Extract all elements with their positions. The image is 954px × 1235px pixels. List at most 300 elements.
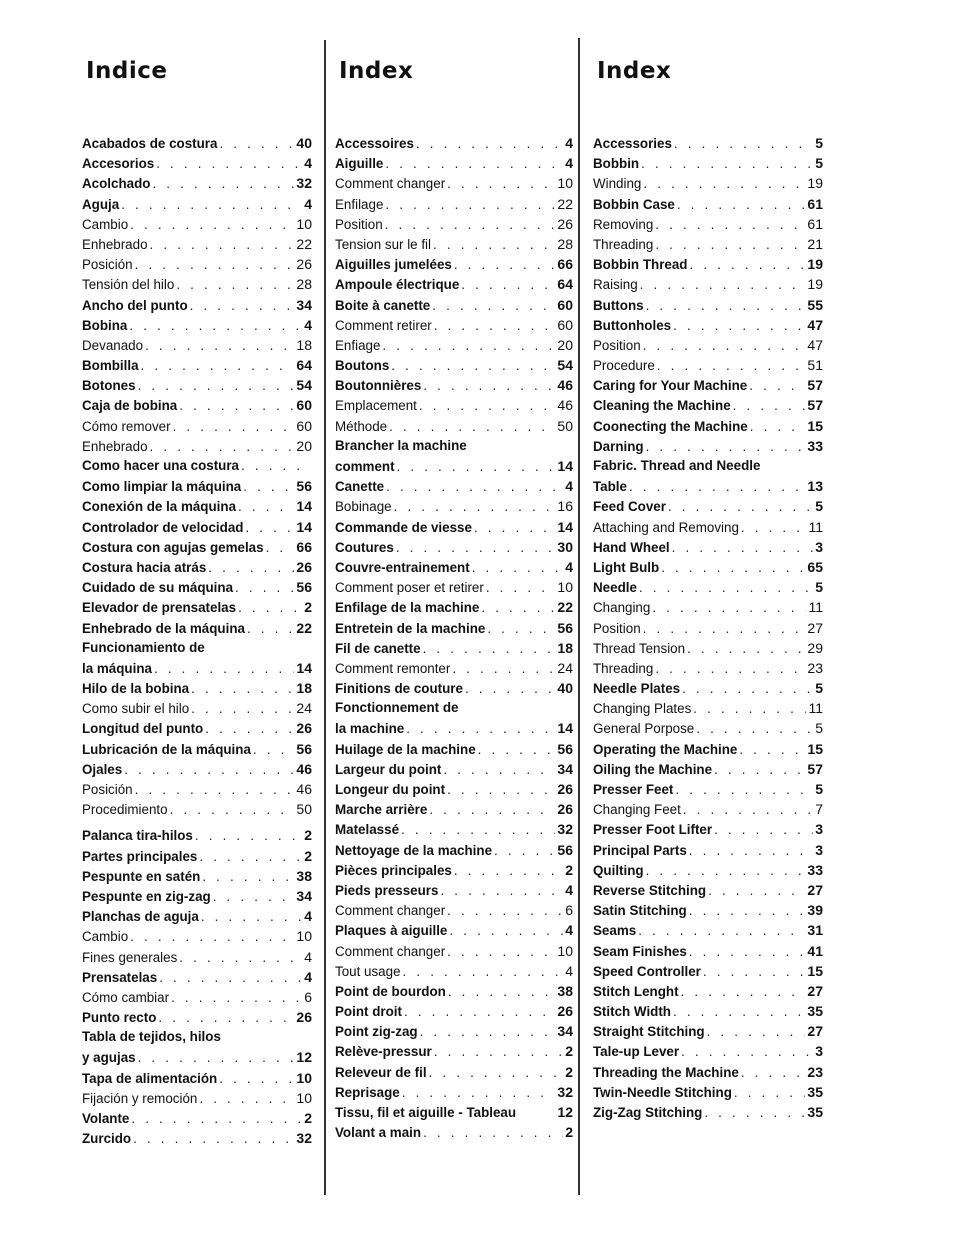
entry-label: Twin-Needle Stitching (593, 1084, 732, 1100)
entry-label: Threading (593, 236, 654, 252)
leader-dots (682, 679, 813, 699)
leader-dots (629, 477, 805, 497)
entry-label: Cómo cambiar (82, 989, 170, 1005)
entry-label: Seam Finishes (593, 943, 687, 959)
entry-label: Fil de canette (335, 640, 421, 656)
entry-label: Prensatelas (82, 969, 158, 985)
entry-page-number: 46 (557, 397, 573, 414)
leader-dots (465, 679, 555, 699)
entry-label: Relève-pressur (335, 1044, 432, 1060)
entry-page-number: 14 (296, 498, 312, 515)
entry-page-number: 21 (807, 235, 823, 252)
index-entry (593, 920, 823, 940)
entry-label: Couvre-entrainement (335, 559, 470, 575)
leader-dots (474, 518, 555, 538)
leader-dots (420, 1022, 556, 1042)
entry-page-number: 47 (807, 316, 823, 333)
index-entry (82, 295, 312, 315)
leader-dots (655, 659, 805, 679)
entry-page-number: 4 (565, 478, 573, 495)
entry-label: Brancher la machine (335, 437, 467, 453)
entry-label: General Porpose (593, 721, 695, 737)
index-entry (82, 274, 312, 294)
leader-dots (646, 861, 806, 881)
entry-page-number: 2 (565, 861, 573, 878)
index-entry (593, 900, 823, 920)
entry-label: Position (335, 216, 383, 232)
entry-label: Position (593, 620, 641, 636)
index-entry (335, 234, 573, 254)
entry-label: Zig-Zag Stitching (593, 1105, 703, 1120)
entry-label: Buttonholes (593, 317, 672, 333)
entry-page-number: 19 (807, 175, 823, 192)
leader-dots (681, 982, 806, 1002)
leader-dots (689, 255, 805, 275)
entry-label: Enhebrado (82, 438, 148, 454)
entry-label: Volant a main (335, 1125, 422, 1141)
index-entry (82, 1088, 312, 1108)
entry-label: Bobbin Thread (593, 257, 688, 273)
entry-label: Procedure (593, 358, 655, 374)
entry-label: Fines generales (82, 949, 178, 965)
index-entry (593, 799, 823, 819)
entry-page-number: 32 (557, 1083, 573, 1100)
leader-dots (668, 497, 813, 517)
entry-page-number: 14 (557, 720, 573, 737)
leader-dots (386, 477, 563, 497)
index-entry (593, 1082, 823, 1102)
index-entry (335, 517, 573, 537)
index-entry (335, 416, 573, 436)
leader-dots (401, 820, 555, 840)
entry-label: Cambio (82, 216, 129, 232)
index-entry (593, 355, 823, 375)
entry-page-number: 4 (304, 968, 312, 985)
index-entry (335, 597, 573, 617)
index-column-spanish (82, 0, 312, 1235)
entry-label: Tissu, fil et aiguille - Tableau (335, 1105, 517, 1120)
leader-dots (138, 376, 295, 396)
index-entry (593, 335, 823, 355)
index-entry (335, 214, 573, 234)
index-entry (335, 981, 573, 1001)
entry-label: Fonctionnement de (335, 700, 459, 716)
leader-dots (683, 800, 813, 820)
entry-page-number: 14 (557, 518, 573, 535)
index-entry (335, 436, 573, 456)
entry-label: Ampoule électrique (335, 277, 460, 293)
entry-label: Fijación y remoción (82, 1090, 198, 1106)
leader-dots (673, 316, 805, 336)
entry-page-number: 6 (565, 902, 573, 919)
leader-dots (404, 1002, 555, 1022)
entry-label: Costura hacia atrás (82, 559, 207, 575)
entry-label: Zurcido (82, 1131, 132, 1147)
entry-page-number: 4 (565, 155, 573, 172)
entry-page-number: 19 (807, 256, 823, 273)
entry-label: Aiguille (335, 156, 384, 172)
index-entry (335, 1082, 573, 1102)
index-entry (593, 456, 823, 476)
entry-label: Acolchado (82, 176, 151, 192)
entry-page-number: 5 (815, 680, 823, 697)
index-entry (335, 1102, 573, 1122)
entry-page-number: 4 (304, 948, 312, 965)
index-entry (82, 718, 312, 738)
entry-label: Cambio (82, 929, 129, 945)
index-entry (335, 375, 573, 395)
index-entry (593, 1041, 823, 1061)
entry-page-number: 50 (557, 417, 573, 434)
entry-label: Buttons (593, 297, 644, 313)
index-entry (593, 274, 823, 294)
leader-dots (402, 1083, 556, 1103)
index-entry (335, 1122, 573, 1142)
entry-page-number: 10 (296, 215, 312, 232)
index-entry (82, 866, 312, 886)
entry-page-number: 34 (296, 296, 312, 313)
leader-dots (423, 639, 556, 659)
entry-label: Tout usage (335, 963, 401, 979)
entry-page-number: 28 (296, 276, 312, 293)
leader-dots (487, 619, 555, 639)
entry-label: Tensión del hilo (82, 277, 175, 293)
entry-page-number: 30 (557, 538, 573, 555)
index-entry (593, 941, 823, 961)
index-entry (82, 947, 312, 967)
entry-label: Comment retirer (335, 317, 432, 333)
leader-dots (687, 639, 805, 659)
leader-dots (708, 881, 805, 901)
index-entry (335, 577, 573, 597)
entry-page-number: 35 (807, 1083, 823, 1100)
entry-page-number: 26 (296, 558, 312, 575)
leader-dots (641, 154, 813, 174)
entry-page-number: 11 (808, 518, 823, 535)
leader-dots (447, 901, 563, 921)
index-entry (335, 941, 573, 961)
entry-label: Costura con agujas gemelas (82, 539, 264, 555)
index-entry (335, 698, 573, 718)
entry-label: Tension sur le fil (335, 236, 432, 252)
leader-dots (652, 598, 806, 618)
leader-dots (154, 659, 294, 679)
entry-label: Light Bulb (593, 559, 660, 575)
entry-label: Enhebrado de la máquina (82, 620, 245, 636)
index-entry (82, 153, 312, 173)
leader-dots (173, 417, 295, 437)
entry-page-number: 18 (296, 336, 312, 353)
leader-dots (150, 437, 295, 457)
leader-dots (657, 356, 806, 376)
index-entry (335, 759, 573, 779)
entry-page-number: 32 (296, 175, 312, 192)
index-entry (335, 860, 573, 880)
index-entry (593, 597, 823, 617)
entry-label: Seams (593, 923, 637, 939)
entry-label: y agujas (82, 1050, 136, 1066)
entry-label: Accesorios (82, 156, 155, 172)
column-title: Index (597, 58, 672, 84)
entry-label: Accessories (593, 136, 672, 151)
entry-page-number: 12 (296, 1049, 312, 1066)
index-entry (335, 557, 573, 577)
entry-label: Stitch Lenght (593, 983, 679, 999)
entry-label: Reverse Stitching (593, 882, 707, 898)
entry-label: Removing (593, 216, 654, 232)
leader-dots (707, 1022, 806, 1042)
entry-page-number: 24 (557, 659, 573, 676)
entry-label: Enfilage de la machine (335, 600, 480, 616)
entry-page-number: 60 (296, 417, 312, 434)
entry-label: Stitch Width (593, 1004, 671, 1020)
entry-label: Boutonnières (335, 378, 422, 394)
entry-page-number: 34 (557, 1023, 573, 1040)
leader-dots (213, 887, 295, 907)
leader-dots (672, 538, 814, 558)
leader-dots (677, 195, 806, 215)
leader-dots (704, 1103, 805, 1123)
entry-page-number: 60 (296, 397, 312, 414)
entry-page-number: 2 (304, 827, 312, 844)
leader-dots (639, 578, 813, 598)
index-entry (335, 1062, 573, 1082)
entry-label: Hand Wheel (593, 539, 670, 555)
index-entry (593, 1102, 823, 1122)
leader-dots (238, 598, 302, 618)
leader-dots (749, 376, 805, 396)
entry-label: Threading the Machine (593, 1064, 739, 1080)
entry-page-number: 26 (557, 781, 573, 797)
entry-page-number: 27 (807, 881, 823, 898)
index-entry (593, 759, 823, 779)
entry-page-number: 5 (815, 498, 823, 515)
index-entry (593, 295, 823, 315)
index-entry (335, 1041, 573, 1061)
entry-page-number: 5 (815, 720, 823, 737)
entry-label: Coonecting the Machine (593, 418, 748, 434)
leader-dots (243, 477, 294, 497)
entry-page-number: 34 (557, 760, 573, 777)
index-entry (335, 274, 573, 294)
leader-dots (159, 968, 302, 988)
entry-page-number: 56 (296, 478, 312, 495)
leader-dots (179, 396, 294, 416)
leader-dots (266, 538, 295, 558)
leader-dots (448, 982, 556, 1002)
leader-dots (440, 881, 563, 901)
index-entry (82, 133, 312, 153)
entry-page-number: 57 (807, 377, 823, 394)
leader-dots (199, 847, 302, 867)
index-entry (82, 759, 312, 779)
index-entry (335, 880, 573, 900)
entry-label: Attaching and Removing (593, 519, 739, 535)
leader-dots (129, 316, 302, 336)
leader-dots (452, 659, 555, 679)
leader-dots (739, 740, 805, 760)
index-entry (82, 1108, 312, 1128)
leader-dots (385, 215, 556, 235)
entry-page-number: 24 (296, 700, 312, 717)
entry-page-number: 3 (815, 841, 823, 858)
index-column-english (593, 0, 823, 1235)
entry-page-number: 5 (815, 155, 823, 172)
entry-page-number: 40 (557, 680, 573, 697)
entry-page-number: 41 (807, 942, 823, 959)
index-entry (82, 214, 312, 234)
entry-page-number: 33 (807, 861, 823, 878)
entry-label: Conexión de la máquina (82, 499, 237, 515)
index-entry (593, 133, 823, 153)
entry-page-number: 4 (565, 558, 573, 575)
index-entry (335, 537, 573, 557)
index-entry (82, 678, 312, 698)
leader-dots (434, 1042, 563, 1062)
entry-page-number: 10 (557, 942, 573, 959)
entry-page-number: 57 (807, 397, 823, 414)
entry-label: Pespunte en zig-zag (82, 888, 211, 904)
index-entry (82, 476, 312, 496)
entry-page-number: 3 (815, 538, 823, 555)
leader-dots (673, 1002, 805, 1022)
index-entry (593, 860, 823, 880)
leader-dots (235, 578, 294, 598)
entry-label: Méthode (335, 418, 388, 434)
entry-label: Accessoires (335, 136, 414, 151)
leader-dots (135, 255, 295, 275)
index-entry (335, 254, 573, 274)
index-entry (593, 678, 823, 698)
entry-page-number: 14 (296, 659, 312, 676)
leader-dots (481, 598, 555, 618)
leader-dots (494, 841, 555, 861)
index-entry (82, 1007, 312, 1027)
entry-page-number: 56 (296, 740, 312, 757)
entry-label: Boutons (335, 358, 390, 374)
entry-page-number: 65 (807, 558, 823, 575)
entry-page-number: 26 (557, 1003, 573, 1020)
entry-page-number: 11 (808, 700, 823, 717)
index-entry (593, 1021, 823, 1041)
entry-page-number: 39 (807, 902, 823, 919)
leader-dots (131, 1109, 302, 1129)
entry-label: Releveur de fil (335, 1064, 427, 1080)
entry-label: Longeur du point (335, 782, 446, 797)
entry-label: Oiling the Machine (593, 761, 713, 777)
index-entry (335, 638, 573, 658)
entry-label: Plaques à aiguille (335, 923, 448, 939)
entry-page-number: 35 (807, 1104, 823, 1120)
entry-label: Presser Feet (593, 782, 674, 797)
leader-dots (385, 154, 563, 174)
entry-label: Elevador de prensatelas (82, 600, 237, 616)
index-entry (82, 1027, 312, 1047)
index-entry (593, 698, 823, 718)
leader-dots (138, 1048, 295, 1068)
leader-dots (714, 820, 813, 840)
entry-page-number: 23 (807, 1063, 823, 1080)
entry-label: Position (593, 337, 641, 353)
entry-label: Speed Controller (593, 963, 701, 979)
leader-dots (478, 740, 556, 760)
entry-label: Cómo remover (82, 418, 171, 434)
index-entry (593, 436, 823, 456)
index-entry (593, 819, 823, 839)
entry-label: Comment poser et retirer (335, 580, 484, 596)
entry-page-number: 22 (296, 235, 312, 252)
entry-label: Procedimiento (82, 802, 168, 818)
index-entry (82, 436, 312, 456)
entry-page-number: 16 (557, 498, 573, 515)
index-entry (335, 739, 573, 759)
entry-page-number: 40 (296, 135, 312, 151)
index-entry (335, 133, 573, 153)
column-title: Indice (86, 58, 168, 84)
entry-page-number: 46 (296, 781, 312, 797)
entry-page-number: 26 (557, 801, 573, 818)
index-entry (593, 476, 823, 496)
entry-page-number: 26 (296, 720, 312, 737)
entry-label: Posición (82, 782, 133, 797)
leader-dots (130, 927, 294, 947)
entry-page-number: 6 (304, 988, 312, 1005)
index-entry (82, 886, 312, 906)
index-entry (82, 395, 312, 415)
entry-label: Controlador de velocidad (82, 519, 244, 535)
index-entry (335, 194, 573, 214)
entry-label: Finitions de couture (335, 681, 463, 697)
entry-page-number: 2 (565, 1063, 573, 1080)
entry-label: Largeur du point (335, 761, 442, 777)
entry-page-number: 5 (815, 579, 823, 596)
leader-dots (130, 215, 294, 235)
entry-page-number: 10 (296, 928, 312, 945)
leader-dots (443, 760, 555, 780)
entry-label: Matelassé (335, 822, 400, 838)
entry-label: Bobbin Case (593, 196, 675, 212)
entry-label: Tabla de tejidos, hilos (82, 1029, 221, 1045)
entry-page-number: 15 (807, 740, 823, 757)
index-entry (82, 739, 312, 759)
leader-dots (121, 195, 302, 215)
entry-page-number: 66 (557, 256, 573, 273)
entry-page-number: 32 (557, 821, 573, 838)
entry-label: Bobina (82, 317, 128, 333)
entry-page-number: 57 (807, 760, 823, 777)
entry-page-number: 56 (557, 841, 573, 858)
leader-dots (429, 1063, 564, 1083)
index-entry (593, 173, 823, 193)
entry-label: Volante (82, 1111, 130, 1126)
leader-dots (433, 235, 555, 255)
entry-page-number: 29 (807, 639, 823, 656)
index-entry (82, 335, 312, 355)
entry-page-number: 10 (557, 579, 573, 596)
index-entry (593, 214, 823, 234)
entry-label: Aiguilles jumelées (335, 257, 452, 273)
leader-dots (158, 1008, 294, 1028)
entry-label: Threading (593, 660, 654, 676)
leader-dots (447, 942, 555, 962)
entry-page-number: 12 (557, 1104, 573, 1120)
leader-dots (486, 578, 556, 598)
entry-page-number: 33 (807, 437, 823, 454)
index-entry (335, 799, 573, 819)
entry-page-number: 2 (304, 599, 312, 616)
index-entry (335, 476, 573, 496)
entry-page-number: 47 (807, 336, 823, 353)
